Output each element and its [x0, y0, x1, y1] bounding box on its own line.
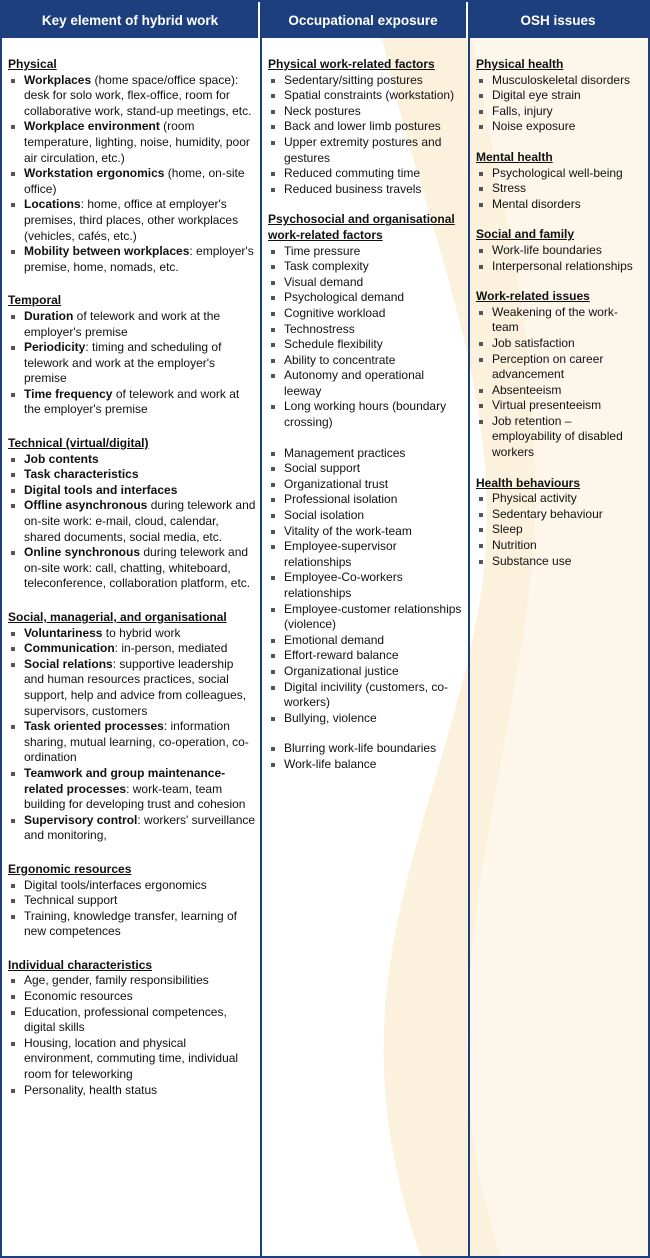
bullet-list [8, 452, 256, 592]
section-title: Health behaviours [476, 475, 581, 490]
item-text: : supportive leadership and human resources practices, social support, help and advice from colleagues, supervisors, customers [24, 656, 247, 718]
list-item [8, 909, 256, 940]
item-text: : workers' surveillance and monitoring, [24, 812, 256, 843]
list-item: Cognitive workload [268, 306, 464, 322]
list-item: Autonomy and operational leeway [268, 368, 464, 399]
list-item: Neck postures [268, 104, 464, 120]
item-text: to hybrid work [102, 625, 181, 640]
list-item: Noise exposure [476, 119, 644, 135]
list-item: Falls, injury [476, 104, 644, 120]
list-item [8, 766, 256, 813]
item-term: Workstation ergonomics [24, 166, 165, 181]
section-title: Physical [8, 57, 57, 71]
item-term: Social relations [24, 656, 113, 671]
list-section [476, 476, 644, 570]
section-gap [8, 275, 256, 293]
section-title: Work-related issues [476, 289, 590, 304]
item-text: : information sharing, mutual learning, co-operation, co-ordination [24, 719, 249, 765]
item-text: of telework and work at the employer's premise [24, 386, 240, 417]
item-text: : timing and scheduling of telework and work at the employer's premise [24, 340, 222, 386]
section-title: Mental health [476, 149, 553, 164]
bullet-list [8, 73, 256, 276]
item-term: Teamwork and group maintenance-related processes [24, 765, 226, 796]
bullet-list [476, 73, 644, 135]
list-item: Reduced business travels [268, 182, 464, 198]
item-text: (home, on-site office) [24, 166, 245, 196]
list-item: Stress [476, 181, 644, 197]
item-text: Housing, location and physical environment, commuting time, individual room for teleworking [24, 1035, 239, 1082]
list-item [8, 483, 256, 499]
list-item: Interpersonal relationships [476, 259, 644, 275]
item-term: Workplaces [24, 72, 92, 87]
item-text: (home space/office space): desk for solo work, flex-office, room for collaborative work, stand-up meetings, etc. [24, 72, 252, 118]
list-item: Sleep [476, 522, 644, 538]
list-item: Upper extremity postures and gestures [268, 135, 464, 166]
item-text: : employer's premise, home, nomads, etc. [24, 244, 254, 274]
list-item: Professional isolation [268, 492, 464, 508]
section-title: Social and family [476, 227, 575, 242]
list-item: Substance use [476, 554, 644, 570]
list-section [268, 212, 464, 430]
list-item: Social support [268, 461, 464, 477]
item-text: Training, knowledge transfer, learning of new competences [24, 908, 238, 939]
bullet-list [8, 973, 256, 1098]
list-item [8, 1036, 256, 1083]
key-element-section [8, 958, 256, 1098]
list-item: Emotional demand [268, 633, 464, 649]
section-gap [8, 592, 256, 610]
item-term: Mobility between workplaces [24, 244, 190, 259]
section-gap [268, 726, 464, 741]
bullet-list [8, 878, 256, 940]
key-element-section [8, 862, 256, 940]
section-title: Ergonomic resources [8, 861, 132, 876]
section-title: Psychosocial and organisational work-related factors [268, 212, 455, 242]
list-item: Visual demand [268, 275, 464, 291]
list-item: Digital eye strain [476, 88, 644, 104]
list-item: Nutrition [476, 538, 644, 554]
list-item: Physical activity [476, 491, 644, 507]
bullet-list [268, 244, 464, 431]
list-item: Psychological well-being [476, 166, 644, 182]
list-item [8, 387, 256, 418]
list-item: Work-life balance [268, 757, 464, 773]
list-item [8, 244, 256, 275]
section-title: Individual characteristics [8, 957, 153, 972]
list-section [476, 150, 644, 212]
item-text: : in-person, mediated [114, 641, 228, 656]
list-item [8, 878, 256, 894]
key-element-section [8, 293, 256, 418]
bullet-list [476, 491, 644, 569]
list-item: Perception on career advancement [476, 352, 644, 383]
section-gap [476, 461, 644, 476]
list-item: Effort-reward balance [268, 648, 464, 664]
list-section [476, 227, 644, 274]
key-element-column [8, 57, 256, 1098]
section-title: Technical (virtual/digital) [8, 436, 149, 451]
bullet-list [268, 73, 464, 198]
list-item [8, 641, 256, 657]
item-term: Digital tools and interfaces [24, 482, 178, 497]
bullet-list [476, 243, 644, 274]
item-text: Economic resources [24, 989, 133, 1004]
section-gap [476, 135, 644, 150]
item-term: Task oriented processes [24, 719, 164, 734]
list-item: Job satisfaction [476, 336, 644, 352]
list-item: Social isolation [268, 508, 464, 524]
list-item: Task complexity [268, 259, 464, 275]
list-item: Schedule flexibility [268, 337, 464, 353]
list-item [8, 1005, 256, 1036]
osh-issues-column [476, 57, 644, 569]
bullet-list [476, 305, 644, 461]
column-divider-1 [260, 38, 262, 1256]
list-item: Long working hours (boundary crossing) [268, 399, 464, 430]
list-item [8, 813, 256, 844]
list-item: Employee-customer relationships (violence) [268, 602, 464, 633]
item-text: : work-team, team building for developing trust and cohesion [24, 781, 246, 812]
item-text: during telework and on-site work: e-mail, cloud, calendar, shared documents, social media, etc. [24, 498, 256, 544]
list-item: Musculoskeletal disorders [476, 73, 644, 89]
bullet-list [8, 626, 256, 844]
list-item: Employee-supervisor relationships [268, 539, 464, 570]
section-gap [8, 844, 256, 862]
item-term: Online synchronous [24, 545, 141, 560]
list-item [8, 467, 256, 483]
list-item: Organizational justice [268, 664, 464, 680]
list-item: Psychological demand [268, 290, 464, 306]
bullet-list [476, 166, 644, 213]
list-item: Back and lower limb postures [268, 119, 464, 135]
list-item: Ability to concentrate [268, 353, 464, 369]
item-term: Job contents [24, 451, 99, 466]
list-item: Blurring work-life boundaries [268, 741, 464, 757]
section-gap [268, 431, 464, 446]
key-element-section [8, 610, 256, 844]
list-item [8, 498, 256, 545]
item-text: Personality, health status [24, 1082, 158, 1097]
bullet-list [268, 446, 464, 727]
item-text: Age, gender, family responsibilities [24, 973, 209, 988]
list-item: Bullying, violence [268, 711, 464, 727]
item-term: Locations [24, 197, 81, 212]
list-item: Sedentary/sitting postures [268, 73, 464, 89]
item-text: Education, professional competences, digital skills [24, 1004, 227, 1035]
key-element-section [8, 436, 256, 592]
item-term: Supervisory control [24, 812, 138, 827]
list-item: Employee-Co-workers relationships [268, 570, 464, 601]
list-section [476, 289, 644, 461]
list-section [476, 57, 644, 135]
item-term: Offline asynchronous [24, 498, 148, 513]
list-item: Vitality of the work-team [268, 524, 464, 540]
section-gap [476, 274, 644, 289]
list-section [268, 57, 464, 197]
list-item [8, 893, 256, 909]
section-title: Physical work-related factors [268, 57, 435, 71]
list-item: Virtual presenteeism [476, 398, 644, 414]
item-term: Workplace environment [24, 119, 160, 134]
section-gap [476, 212, 644, 227]
list-item [8, 452, 256, 468]
list-item: Spatial constraints (workstation) [268, 88, 464, 104]
list-item [8, 197, 256, 244]
list-item: Sedentary behaviour [476, 507, 644, 523]
list-section [268, 446, 464, 727]
item-term: Communication [24, 641, 115, 656]
list-item [8, 719, 256, 766]
list-item [8, 657, 256, 719]
key-element-section [8, 57, 256, 275]
list-item: Mental disorders [476, 197, 644, 213]
list-item [8, 309, 256, 340]
list-item [8, 119, 256, 166]
section-gap [8, 418, 256, 436]
list-item: Time pressure [268, 244, 464, 260]
list-item [8, 73, 256, 120]
item-term: Voluntariness [24, 625, 103, 640]
item-text: of telework and work at the employer's premise [24, 308, 221, 339]
item-text: Digital tools/interfaces ergonomics [24, 877, 207, 892]
list-item: Work-life boundaries [476, 243, 644, 259]
list-item: Weakening of the work-team [476, 305, 644, 336]
list-item: Organizational trust [268, 477, 464, 493]
item-term: Time frequency [24, 386, 113, 401]
list-item [8, 340, 256, 387]
list-item: Management practices [268, 446, 464, 462]
list-item: Reduced commuting time [268, 166, 464, 182]
header-osh-issues: OSH issues [520, 12, 596, 28]
item-text: (room temperature, lighting, noise, humidity, poor air circulation, etc.) [24, 119, 250, 165]
header-occupational-exposure: Occupational exposure [260, 2, 468, 38]
bullet-list [8, 309, 256, 418]
section-gap [268, 197, 464, 212]
list-item [8, 973, 256, 989]
item-text: Technical support [24, 893, 118, 908]
item-term: Periodicity [24, 340, 86, 355]
list-item [8, 989, 256, 1005]
occupational-exposure-column [268, 57, 464, 773]
section-title: Physical health [476, 57, 564, 71]
bullet-list [268, 741, 464, 772]
item-text: during telework and on-site work: call, chatting, whiteboard, teleconference, collaboration platform, etc. [24, 545, 251, 591]
list-item [8, 166, 256, 197]
list-item [8, 545, 256, 592]
item-term: Task characteristics [24, 467, 139, 482]
section-title: Social, managerial, and organisational [8, 610, 227, 624]
header-key-element: Key element of hybrid work [2, 2, 260, 38]
item-text: : home, office at employer's premises, third places, other workplaces (vehicles, cafés, etc.) [24, 197, 239, 243]
list-item [8, 626, 256, 642]
section-gap [8, 940, 256, 958]
table-header [2, 2, 648, 38]
list-item: Absenteeism [476, 383, 644, 399]
list-section [268, 741, 464, 772]
column-divider-2 [468, 38, 470, 1256]
section-title: Temporal [8, 293, 62, 308]
list-item: Job retention – employability of disabled workers [476, 414, 644, 461]
list-item: Technostress [268, 322, 464, 338]
list-item [8, 1083, 256, 1099]
item-term: Duration [24, 308, 74, 323]
list-item: Digital incivility (customers, co-workers) [268, 680, 464, 711]
